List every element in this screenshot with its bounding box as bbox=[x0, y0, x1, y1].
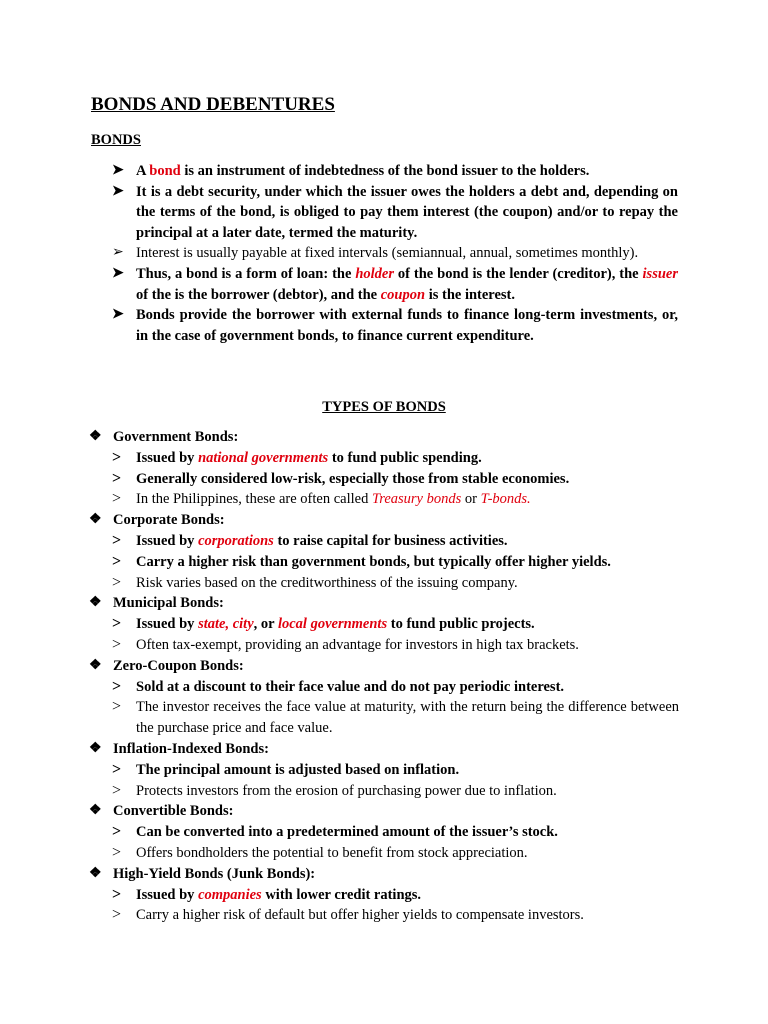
type-name: Corporate Bonds: bbox=[113, 512, 225, 529]
arrowhead-icon: ➤ bbox=[112, 265, 124, 281]
greater-than-icon: > bbox=[112, 781, 122, 799]
arrowhead-icon: ➢ bbox=[112, 245, 124, 261]
type-item-convertible bbox=[89, 801, 679, 863]
emphasis-term: issuer bbox=[642, 265, 678, 282]
greater-than-icon: > bbox=[112, 677, 122, 695]
list-item: ➢ Interest is usually payable at fixed intervals (semiannual, annual, sometimes monthly). bbox=[112, 243, 678, 264]
greater-than-icon: > bbox=[112, 552, 122, 570]
list-item: > The principal amount is adjusted based on inflation. bbox=[89, 760, 679, 781]
four-diamond-icon: ❖ bbox=[89, 595, 102, 611]
greater-than-icon: > bbox=[112, 843, 122, 861]
list-item: ➤ Thus, a bond is a form of loan: the holder of the bond is the lender (creditor), the issuer of the is the borrower (debtor), and the coupon is the interest. bbox=[112, 265, 678, 303]
greater-than-icon: > bbox=[112, 635, 122, 653]
list-item: > In the Philippines, these are often called Treasury bonds or T-bonds. bbox=[89, 489, 679, 510]
greater-than-icon: > bbox=[112, 698, 122, 716]
emphasis-term: bond bbox=[149, 163, 181, 179]
list-item: ➤ A bond is an instrument of indebtedness of the bond issuer to the holders. bbox=[112, 161, 678, 182]
type-item-municipal bbox=[89, 593, 679, 655]
arrowhead-icon: ➤ bbox=[112, 183, 124, 199]
list-item: > Carry a higher risk than government bonds, but typically offer higher yields. bbox=[89, 552, 679, 573]
greater-than-icon: > bbox=[112, 823, 122, 841]
list-item: > Protects investors from the erosion of purchasing power due to inflation. bbox=[89, 781, 679, 802]
type-name: Inflation-Indexed Bonds: bbox=[113, 740, 269, 757]
four-diamond-icon: ❖ bbox=[89, 657, 102, 673]
greater-than-icon: > bbox=[112, 885, 122, 903]
type-name: Convertible Bonds: bbox=[113, 803, 234, 820]
type-item-high-yield bbox=[89, 864, 679, 926]
list-item: > Risk varies based on the creditworthiness of the issuing company. bbox=[89, 573, 679, 594]
greater-than-icon: > bbox=[112, 469, 122, 487]
emphasis-term: companies bbox=[198, 886, 262, 903]
type-name: Zero-Coupon Bonds: bbox=[113, 657, 244, 674]
types-heading: TYPES OF BONDS bbox=[322, 399, 446, 415]
list-item: > The investor receives the face value at maturity, with the return being the difference between the purchase price and face value. bbox=[112, 698, 679, 737]
four-diamond-icon: ❖ bbox=[89, 865, 102, 881]
greater-than-icon: > bbox=[112, 490, 122, 508]
greater-than-icon: > bbox=[112, 906, 122, 924]
emphasis-term: coupon bbox=[380, 286, 426, 303]
list-item: > Offers bondholders the potential to benefit from stock appreciation. bbox=[89, 843, 679, 864]
greater-than-icon: > bbox=[112, 448, 122, 466]
type-item-corporate bbox=[89, 510, 679, 593]
type-item-government bbox=[89, 427, 679, 510]
emphasis-term: Treasury bonds bbox=[371, 491, 462, 508]
list-item: ➤ Bonds provide the borrower with external funds to finance long-term investments, or, in the case of government bonds, to finance current expenditure. bbox=[112, 307, 678, 344]
emphasis-term: T-bonds. bbox=[480, 491, 531, 508]
list-item: > Issued by companies with lower credit ratings. bbox=[89, 885, 679, 906]
list-item: > Issued by corporations to raise capital for business activities. bbox=[89, 531, 679, 552]
list-item: > Issued by state, city, or local governments to fund public projects. bbox=[89, 614, 679, 635]
emphasis-term: local governments bbox=[277, 616, 388, 633]
page-title: BONDS AND DEBENTURES bbox=[91, 94, 335, 115]
list-item: > Sold at a discount to their face value and do not pay periodic interest. bbox=[89, 677, 679, 698]
bonds-bullet-list bbox=[112, 161, 678, 346]
type-item-zero-coupon bbox=[89, 656, 679, 739]
arrowhead-icon: ➤ bbox=[112, 307, 124, 323]
emphasis-term: state, city bbox=[198, 616, 254, 633]
greater-than-icon: > bbox=[112, 531, 122, 549]
types-list bbox=[89, 427, 679, 926]
type-name: Government Bonds: bbox=[113, 429, 239, 445]
greater-than-icon: > bbox=[112, 760, 122, 778]
list-item: > Generally considered low-risk, especially those from stable economies. bbox=[89, 469, 679, 490]
four-diamond-icon: ❖ bbox=[89, 803, 102, 819]
list-item: > Can be converted into a predetermined amount of the issuer’s stock. bbox=[89, 822, 679, 843]
bonds-heading: BONDS bbox=[91, 132, 141, 148]
type-item-inflation-indexed bbox=[89, 739, 679, 801]
type-name: Municipal Bonds: bbox=[113, 595, 224, 612]
greater-than-icon: > bbox=[112, 615, 122, 633]
emphasis-term: corporations bbox=[198, 532, 274, 549]
arrowhead-icon: ➤ bbox=[112, 163, 124, 178]
list-item: > Carry a higher risk of default but offer higher yields to compensate investors. bbox=[89, 905, 679, 926]
four-diamond-icon: ❖ bbox=[89, 740, 102, 756]
type-name: High-Yield Bonds (Junk Bonds): bbox=[113, 865, 316, 882]
greater-than-icon: > bbox=[112, 573, 122, 591]
list-item: > Issued by national governments to fund public spending. bbox=[89, 448, 679, 469]
emphasis-term: holder bbox=[355, 265, 394, 282]
four-diamond-icon: ❖ bbox=[89, 429, 102, 444]
emphasis-term: national governments bbox=[198, 449, 329, 466]
list-item: ➤ It is a debt security, under which the issuer owes the holders a debt and, depending on the terms of the bond, is obliged to pay them interest (the coupon) and/or to repay the principal at a later date, termed the maturity. bbox=[112, 183, 678, 241]
four-diamond-icon: ❖ bbox=[89, 512, 102, 528]
list-item: > Often tax-exempt, providing an advantage for investors in high tax brackets. bbox=[89, 635, 679, 656]
